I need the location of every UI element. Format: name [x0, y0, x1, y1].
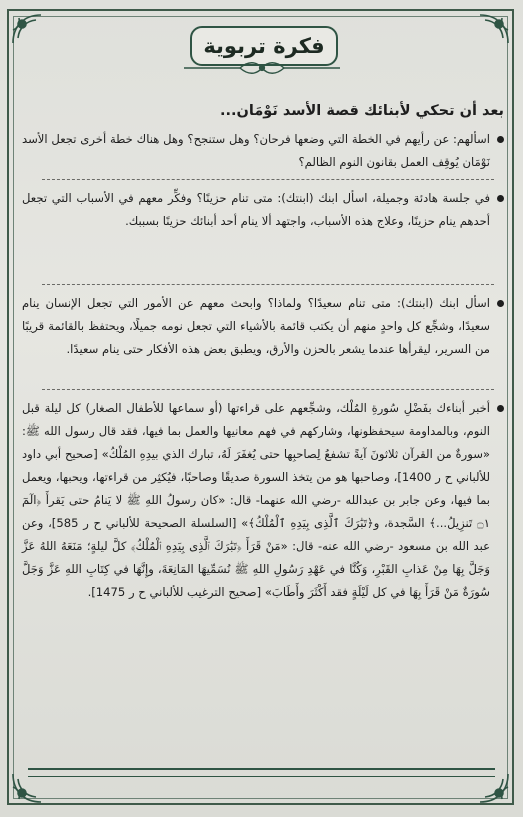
paragraph-divider [42, 389, 494, 391]
page-title: فكرة تربوية [203, 34, 325, 58]
tip-text-3: اسأل ابنك (ابنتك): متى تنام سعيدًا؟ ولماذا؟ وابحث معهم عن الأمور التي تجعل الإنسان ينام سعيدًا، وشجِّع كل واحدٍ منهم أن يكتب قائمة بالأشياء التي تجعل نومه جميلًا، ويحتفظ بالقائمة قريبًا من السرير، ليقرأها عندما يشعر بالحزن والأرق، ويطبق بعض هذه الأفكار حتى ينام سعيدًا. [22, 296, 490, 356]
paragraph-divider [42, 284, 494, 286]
tip-text-4: أخبر أبناءك بفَضْلِ سُورةِ المُلْك، وشجِّعهم على قراءتها (أو سماعها للأطفال الصغار) كل ليلة قبل النوم، وبالمداومة سيحفظونها، وشاركهم في فهم معانيها والعمل بما فيها، فقد قال رسول الله ﷺ: «سورةٌ من القرآن ثلاثونَ آيةً تشفعُ لِصاحبِها حتى يُغفَرَ لَهُ، تبارك الذي بيدِهِ المُلْكُ» [صحيح أبي داود للألباني ح ر 1400]، وصاحبها هو من يتخذ السورة صديقًا وصاحبًا، فيُكثِر من قراءتها، ويحبها، ويعمل بما فيها، وعن جابر بن عبدالله -رضي الله عنهما- قال: «كان رسولُ اللهِ ﷺ لا يَنامُ حتى يَقرأَ ﴿الٓمٓ ۝١ تَنزِيلُ...﴾ السَّجدة، و﴿تَبَٰرَكَ ٱلَّذِى بِيَدِهِ ٱلْمُلْكُ﴾» [السلسلة الصحيحة للألباني ح ر 585]، وعن عبد الله بن مسعود -رضي الله عنه- قال: «مَنْ قَرَأَ ﴿تَبَٰرَكَ ٱلَّذِى بِيَدِهِ ٱلْمُلْكُ﴾ كلَّ ليلةٍ؛ مَنَعَهُ اللهُ عَزَّ وَجَلَّ بِهَا مِنْ عَذابِ القَبْرِ، وَكُنَّا في عَهْدِ رَسُولِ اللهِ ﷺ نُسَمِّيهَا المَانِعَةَ، وإِنَّهَا في كِتَابِ اللهِ عَزَّ وَجَلَّ سُورَةٌ مَنْ قَرَأَ بِهَا في كل لَيْلَةٍ فقد أَكْثَرَ وأَطَابَ» [صحيح الترغيب للألباني ح ر 1475]. [22, 401, 491, 599]
tip-paragraph-4 [22, 397, 504, 719]
tip-paragraph-1 [22, 128, 504, 174]
floral-corner-top-left-icon [10, 12, 44, 46]
bullet-icon [497, 300, 504, 307]
tip-paragraph-2 [22, 187, 504, 279]
tip-paragraph-3 [22, 292, 504, 384]
article-heading: بعد أن تحكي لأبنائك قصة الأسد نَوْمَان... [219, 103, 504, 119]
paragraph-divider [42, 179, 494, 181]
tip-text-1: اسألهم: عن رأيهم في الخطة التي وضعها فرحان؟ وهل ستنجح؟ وهل هناك خطة أخرى تجعل الأسد نَوْمَان يُوقِف العمل بقانون النوم الظالم؟ [22, 132, 490, 169]
bullet-icon [497, 136, 504, 143]
tip-text-2: في جلسة هادئة وجميلة، اسأل ابنك (ابنتك): متى تنام حزينًا؟ وفكِّر معهم في الأسباب التي تجعل أحدهم ينام حزينًا، وعلاج هذه الأسباب، واجتهد ألا ينام أحد أبنائك حزينًا بسببك. [22, 191, 490, 228]
floral-corner-top-right-icon [477, 12, 511, 46]
title-ornament-icon [180, 60, 344, 76]
bullet-icon [497, 195, 504, 202]
bullet-icon [497, 405, 504, 412]
footer-rule [28, 768, 495, 777]
article-body [22, 100, 504, 740]
